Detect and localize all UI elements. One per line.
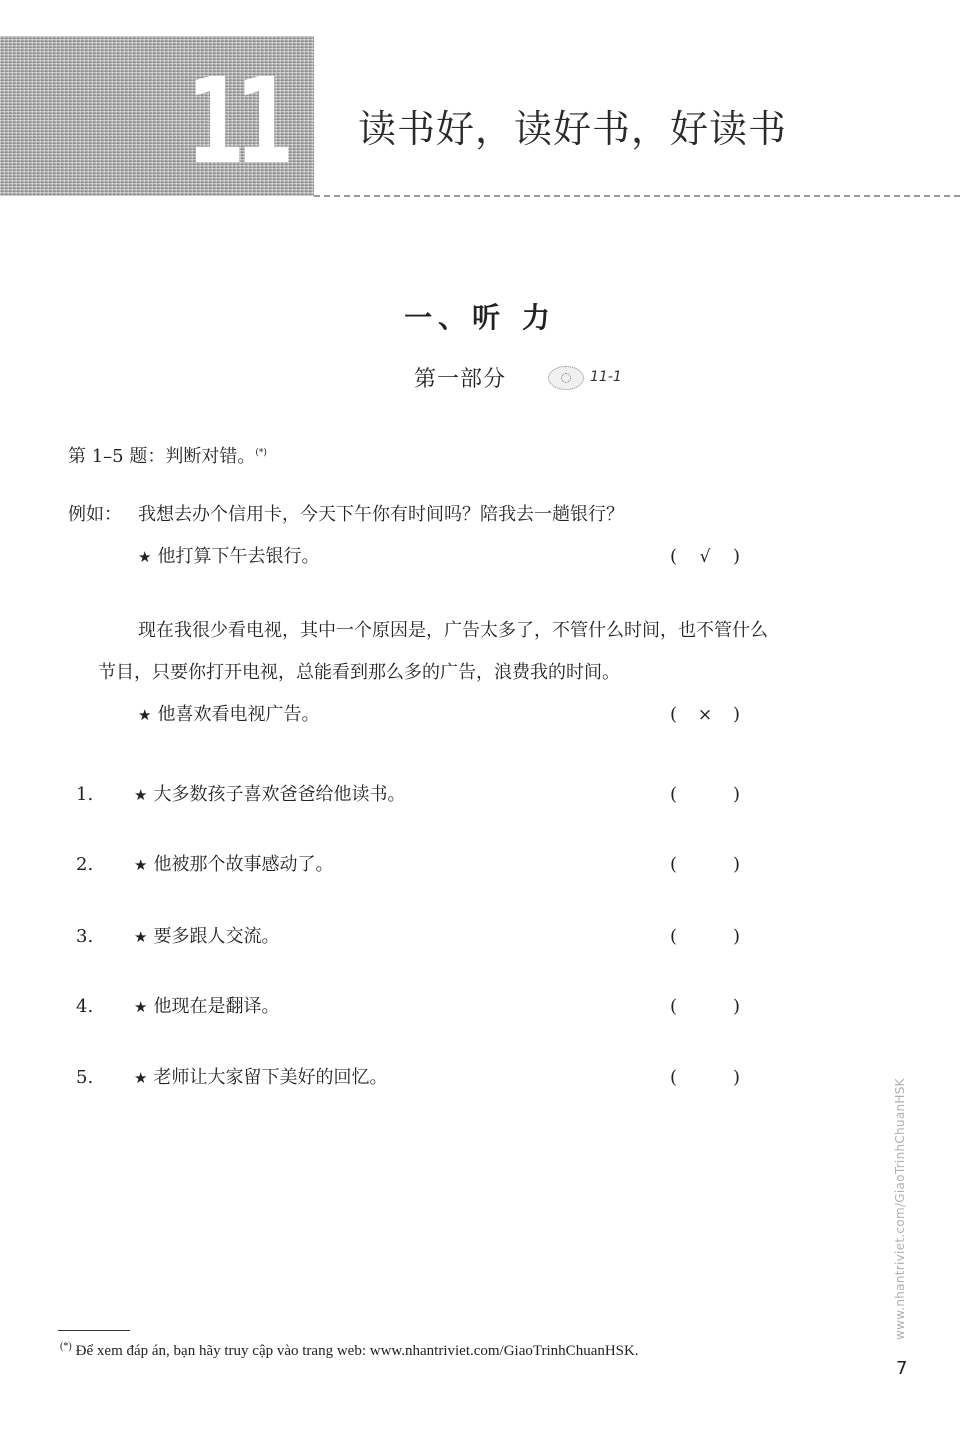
bracket-open: ( [670, 854, 678, 875]
star-icon: ★ [138, 706, 152, 724]
question-number: 2. [76, 854, 94, 875]
example-passage-line-2: 节目，只要你打开电视，总能看到那么多的广告，浪费我的时间。 [98, 662, 620, 683]
question-number: 4. [76, 996, 94, 1017]
bracket-close: ) [732, 546, 740, 567]
chapter-number: 11 [186, 52, 285, 190]
footnote-text: Để xem đáp án, bạn hãy truy cập vào trang web: www.nhantriviet.com/GiaoTrinhChuanHSK. [75, 1343, 639, 1359]
question-statement [134, 852, 333, 878]
star-icon: ★ [134, 786, 148, 804]
bracket-close: ) [732, 704, 740, 725]
bracket-close: ) [732, 926, 740, 947]
star-icon: ★ [138, 548, 152, 566]
star-icon: ★ [134, 856, 148, 874]
example-passage-line-1: 现在我很少看电视，其中一个原因是，广告太多了，不管什么时间，也不管什么 [138, 620, 768, 641]
header-dashed-divider [314, 195, 960, 197]
statement-text: 他被那个故事感动了。 [153, 854, 334, 875]
bracket-open: ( [670, 546, 678, 567]
question-number: 1. [76, 784, 94, 805]
side-watermark-url: www.nhantriviet.com/GiaoTrinhChuanHSK [893, 1078, 907, 1340]
audio-track-label: 11-1 [590, 369, 622, 385]
check-mark-icon: √ [699, 547, 711, 567]
question-statement [134, 994, 279, 1020]
footnote-marker: (*) [255, 448, 267, 458]
footnote-divider [58, 1330, 130, 1331]
star-icon: ★ [134, 928, 148, 946]
question-statement [134, 1065, 387, 1091]
statement-text: 他打算下午去银行。 [157, 546, 320, 567]
instruction-text: 第 1–5 题：判断对错。 [68, 446, 256, 467]
cross-mark-icon: × [697, 705, 713, 725]
bracket-open: ( [670, 926, 678, 947]
example-passage: 我想去办个信用卡，今天下午你有时间吗？陪我去一趟银行？ [138, 504, 624, 525]
star-icon: ★ [134, 998, 148, 1016]
section-title: 一、听 力 [404, 301, 556, 334]
star-icon: ★ [134, 1069, 148, 1087]
statement-text: 他喜欢看电视广告。 [157, 704, 320, 725]
statement-text: 大多数孩子喜欢爸爸给他读书。 [153, 784, 406, 805]
statement-text: 老师让大家留下美好的回忆。 [153, 1067, 388, 1088]
bracket-close: ) [732, 996, 740, 1017]
question-number: 3. [76, 926, 94, 947]
bracket-close: ) [732, 1067, 740, 1088]
statement-text: 要多跟人交流。 [153, 926, 280, 947]
page-number: 7 [896, 1358, 908, 1379]
bracket-open: ( [670, 704, 678, 725]
question-statement [134, 782, 405, 808]
chapter-title: 读书好，读好书，好读书 [358, 107, 788, 151]
part-title: 第一部分 [414, 367, 507, 392]
example-statement [138, 544, 319, 570]
instruction [68, 440, 267, 470]
example-statement [138, 702, 319, 728]
bracket-close: ) [732, 854, 740, 875]
bracket-open: ( [670, 996, 678, 1017]
footnote-marker: (*) [60, 1341, 72, 1352]
cd-disc-icon [548, 366, 584, 390]
question-number: 5. [76, 1067, 94, 1088]
footnote [60, 1336, 639, 1362]
statement-text: 他现在是翻译。 [153, 996, 280, 1017]
bracket-close: ) [732, 784, 740, 805]
question-statement [134, 924, 279, 950]
bracket-open: ( [670, 784, 678, 805]
example-label: 例如： [68, 504, 122, 525]
bracket-open: ( [670, 1067, 678, 1088]
